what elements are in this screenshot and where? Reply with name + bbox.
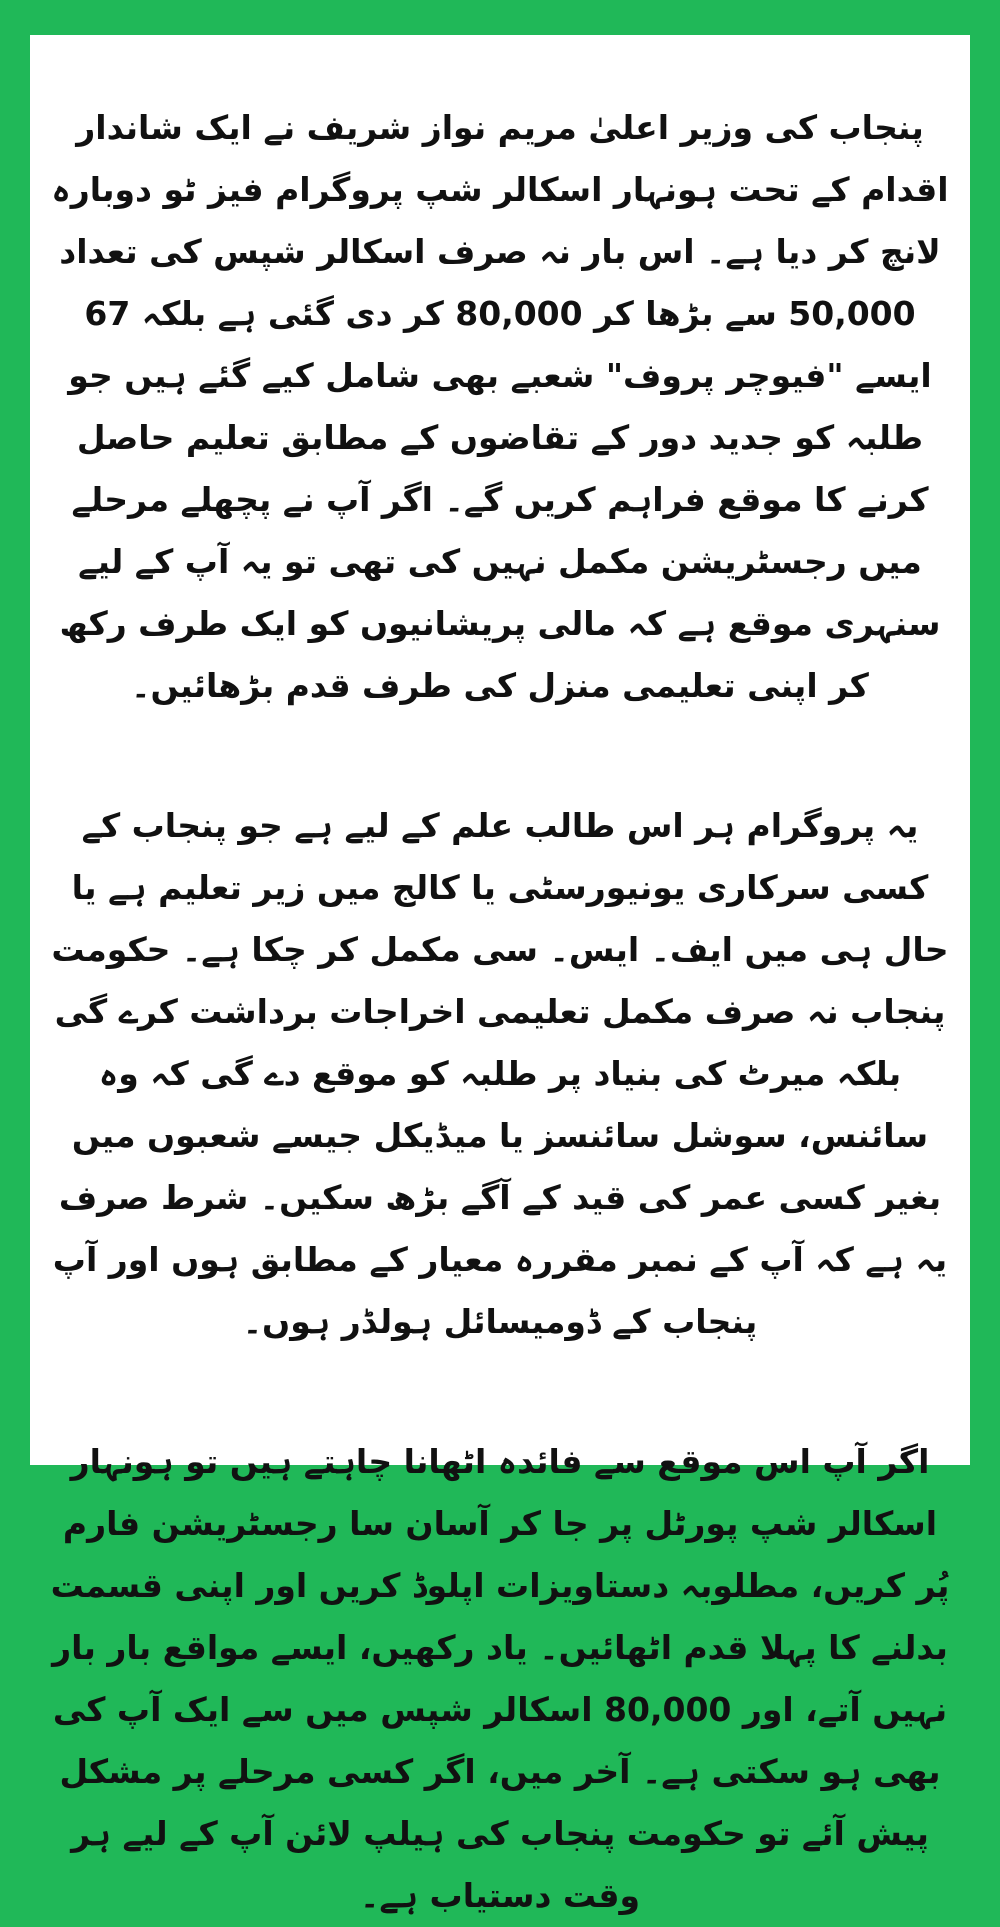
paragraph-how-to-apply: اگر آپ اس موقع سے فائدہ اٹھانا چاہتے ہیں تو ہونہار اسکالر شپ پورٹل پر جا کر آسان سا رجسٹریشن فارم پُر کریں، مطلوبہ دستاویزات اپلوڈ کریں اور اپنی قسمت بدلنے کا پہلا قدم اٹھائیں۔ یاد رکھیں، ایسے مواقع بار بار نہیں آتے، اور 80,000 اسکالر شپس میں سے ایک آپ کی بھی ہو سکتی ہے۔ آخر میں، اگر کسی مرحلے پر مشکل پیش آئے تو حکومت پنجاب کی ہیلپ لائن آپ کے لیے ہر وقت دستیاب ہے۔ <box>50 1442 950 1915</box>
paragraph-intro: پنجاب کی وزیر اعلیٰ مریم نواز شریف نے ایک شاندار اقدام کے تحت ہونہار اسکالر شپ پروگرام فیز ٹو دوبارہ لانچ کر دیا ہے۔ اس بار نہ صرف اسکالر شپس کی تعداد 50,000 سے بڑھا کر 80,000 کر دی گئی ہے بلکہ 67 ایسے "فیوچر پروف" شعبے بھی شامل کیے گئے ہیں جو طلبہ کو جدید دور کے تقاضوں کے مطابق تعلیم حاصل کرنے کا موقع فراہم کریں گے۔ اگر آپ نے پچھلے مرحلے میں رجسٹریشن مکمل نہیں کی تھی تو یہ آپ کے لیے سنہری موقع ہے کہ مالی پریشانیوں کو ایک طرف رکھ کر اپنی تعلیمی منزل کی طرف قدم بڑھائیں۔ <box>51 108 949 705</box>
article-card <box>30 35 970 1915</box>
paragraph-eligibility: یہ پروگرام ہر اس طالب علم کے لیے ہے جو پنجاب کے کسی سرکاری یونیورسٹی یا کالج میں زیر تعلیم ہے یا حال ہی میں ایف۔ ایس۔ سی مکمل کر چکا ہے۔ حکومت پنجاب نہ صرف مکمل تعلیمی اخراجات برداشت کرے گی بلکہ میرٹ کی بنیاد پر طلبہ کو موقع دے گی کہ وہ سائنس، سوشل سائنسز یا میڈیکل جیسے شعبوں میں بغیر کسی عمر کی قید کے آگے بڑھ سکیں۔ شرط صرف یہ ہے کہ آپ کے نمبر مقررہ معیار کے مطابق ہوں اور آپ پنجاب کے ڈومیسائل ہولڈر ہوں۔ <box>51 806 949 1341</box>
